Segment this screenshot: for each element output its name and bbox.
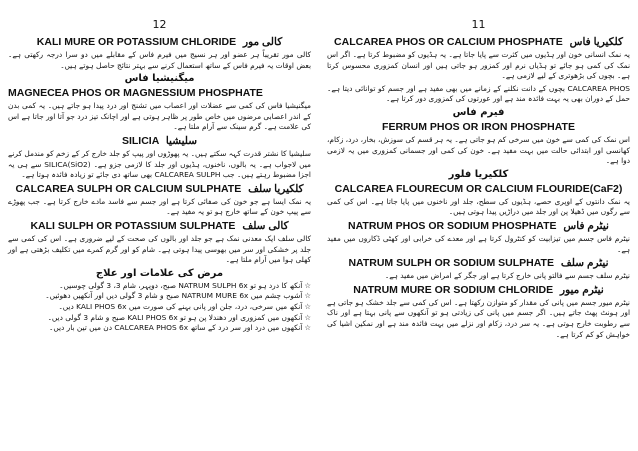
section-heading xyxy=(8,183,311,196)
heading-urdu: کلکیریا سلف xyxy=(248,182,304,195)
page-number: 12 xyxy=(152,18,167,31)
star-icon: ☆ xyxy=(304,280,311,290)
section-heading xyxy=(8,36,311,49)
section-paragraph: نیٹرم سلف جسم سے فالتو پانی خارج کرتا ہے اور جگر کے امراض میں مفید ہے۔ xyxy=(384,271,630,281)
heading-urdu: نیٹرم میور xyxy=(560,283,604,296)
heading-english: KALI SULPH OR POTASSIUM SULPHATE xyxy=(30,219,236,232)
right-page xyxy=(319,0,638,451)
section-subheading-urdu: فیرم فاس xyxy=(452,106,505,118)
section-paragraph: یہ نمک انسانی خون اور ہڈیوں میں کثرت سے پایا جاتا ہے۔ یہ ہڈیوں کو مضبوط کرتا ہے۔ اگر اس نمک کی کمی ہو جائے تو ہڈیاں نرم اور کمزور ہو جاتی ہیں اور انسان کمزوری محسوس کرتا ہے۔ بچوں کی بڑھوتری کے لیے لازمی ہے۔ xyxy=(327,50,630,81)
heading-english: NATRUM PHOS OR SODIUM PHOSPHATE xyxy=(348,219,557,232)
star-icon: ☆ xyxy=(304,291,311,301)
section-subheading-urdu: کلکیریا فلور xyxy=(448,168,509,180)
section-heading xyxy=(8,135,311,148)
list-item xyxy=(8,313,311,324)
section-heading: FERRUM PHOS OR IRON PHOSPHATE xyxy=(382,120,575,133)
list-item-text: آنکھوں میں درد اور سر درد کے ساتھ CALCAREA PHOS 6x دن میں تین بار دیں۔ xyxy=(49,323,303,333)
section-paragraph: یہ نمک دانتوں کے اوپری حصے، ہڈیوں کی سطح، جلد اور ناخنوں میں پایا جاتا ہے۔ اس کی کمی سے رگوں میں ڈھیلا پن اور جلد میں دراڑیں پیدا ہوتی ہیں۔ xyxy=(327,196,630,217)
heading-urdu: کلکیریا فاس xyxy=(569,36,623,48)
list-item xyxy=(8,281,311,292)
section-heading xyxy=(327,284,630,297)
section-heading xyxy=(8,220,311,233)
section-heading xyxy=(327,220,630,233)
star-icon: ☆ xyxy=(304,301,311,311)
heading-urdu: نیٹرم سلف xyxy=(560,257,609,270)
section-paragraph: نیٹرم فاس جسم میں تیزابیت کو کنٹرول کرتا ہے اور معدے کی خرابی اور کھٹی ڈکاروں میں مفید ہے۔ xyxy=(327,233,630,254)
section-paragraph: کالی مور تقریباً ہر عضو اور ہر نسیج میں فیرم فاس کے مقابلے میں دو سرا درجہ رکھتی ہے۔ بعض اوقات یہ فیرم فاس کے ساتھ استعمال کرنے سے بہتر نتائج حاصل ہوتے ہیں۔ xyxy=(8,50,311,70)
section-paragraph: کالی سلف ایک معدنی نمک ہے جو جلد اور بالوں کی صحت کے لیے ضروری ہے۔ اس کی کمی سے جلد پر خشکی اور سر میں بھوسی پیدا ہوتی ہے۔ شام کو اور گرم کمرے میں تکلیف بڑھتی ہے اور کھلی ہوا میں آرام ملتا ہے۔ xyxy=(8,233,311,265)
list-item xyxy=(8,323,311,334)
section-paragraph: سلیشیا کا نشتر قدرت کہہ سکتے ہیں۔ یہ پھوڑوں اور پیپ کو جلد خارج کر کے زخم کو مندمل کرنے میں لاجواب ہے۔ یہ بالوں، ناخنوں، ہڈیوں اور جلد کا لازمی جزو ہے۔ SILICA(SiO2) سے ہی یہ اجزا مضبوط رہتے ہیں۔ جب CALCAREA SULPH بھی ساتھ دی جائے تو زیادہ فائدہ ہوتا ہے۔ xyxy=(8,148,312,180)
heading-english: KALI MURE OR POTASSIUM CHLORIDE xyxy=(36,36,237,48)
heading-urdu: کالی سلف xyxy=(242,219,289,232)
heading-english: NATRUM MURE OR SODIUM CHLORIDE xyxy=(353,283,554,296)
section-heading xyxy=(327,257,630,270)
star-icon: ☆ xyxy=(304,312,311,322)
section-paragraph: اس نمک کی کمی سے خون میں سرخی کم ہو جاتی ہے۔ یہ ہر قسم کی سوزش، بخار، درد، زکام، کھانسی اور ابتدائی حالت میں بہت مفید ہے۔ خون کی کمی اور جسمانی کمزوری میں یہ لازمی دوا ہے۔ xyxy=(327,134,630,166)
list-item-text: آنکھوں میں کمزوری اور دھندلا پن ہو تو KALI PHOS 6x صبح و شام 3 گولی دیں۔ xyxy=(47,312,303,322)
section-subheading-urdu: میگنیشیا فاس xyxy=(124,73,195,85)
heading-urdu: سلیشیا xyxy=(165,134,198,147)
heading-english: CALCAREA PHOS OR CALCIUM PHOSPHATE xyxy=(334,36,563,48)
list-item-text: آنکھ کا درد ہو تو NATRUM SULPH 6x صبح، دوپہر، شام 3، 3 گولی چوسیں۔ xyxy=(59,280,303,290)
section-heading xyxy=(327,36,630,49)
section-paragraph: CALCAREA PHOS بچوں کے دانت نکلنے کے زمانے میں بھی مفید ہے اور جسم کو توانائی دیتا ہے۔ حمل کے دوران بھی یہ بہت فائدہ مند ہے اور عورتوں کی کمزوری دور کرتا ہے۔ xyxy=(327,83,630,104)
list-item-text: آشوب چشم میں NATRUM MURE 6x صبح و شام 3 گولی دیں اور آنکھیں دھوئیں۔ xyxy=(45,291,303,301)
list-item xyxy=(8,291,311,302)
page-content xyxy=(8,34,311,334)
heading-english: NATRUM SULPH OR SODIUM SULPHATE xyxy=(348,257,554,270)
page-content xyxy=(327,34,630,342)
section-heading: CALCAREA FLOURECUM OR CALCIUM FLOURIDE(CaF2) xyxy=(334,182,623,195)
section-heading: MAGNECEA PHOS OR MAGNESSIUM PHOSPHATE xyxy=(8,87,263,100)
heading-urdu: کالی مور xyxy=(243,36,283,48)
heading-urdu: نیٹرم فاس xyxy=(563,219,609,232)
heading-english: CALCAREA SULPH OR CALCIUM SULPHATE xyxy=(15,182,242,195)
section-paragraph: میگنیشیا فاس کی کمی سے عضلات اور اعصاب میں تشنج اور درد پیدا ہو جاتے ہیں۔ یہ کمی بدن کے اندر اعصابی مرضوں میں خاص طور پر ظاہر ہوتی ہے اور اچانک تیز درد جو آتا اور جاتا ہے اس کی علامت ہے۔ گرم سینک سے آرام ملتا ہے۔ xyxy=(8,101,311,132)
heading-english: SILICIA xyxy=(121,134,159,147)
symptoms-subheading: مرض کی علامات اور علاج xyxy=(95,267,224,279)
star-icon: ☆ xyxy=(304,323,311,333)
list-item-text: آنکھ میں سرخی، درد، جلن اور پانی بہنے کی صورت میں KALI PHOS 6x دیں۔ xyxy=(58,301,303,311)
page-number: 11 xyxy=(471,18,486,31)
list-item xyxy=(8,302,311,313)
section-paragraph: نیٹرم میور جسم میں پانی کی مقدار کو متوازن رکھتا ہے۔ اس کی کمی سے جلد خشک ہو جاتی ہے اور ہونٹ پھٹ جاتے ہیں۔ اگر جسم میں پانی کی زیادتی ہو تو آنکھوں سے پانی بہتا ہے اور ناک سے رطوبت خارج ہوتی ہے۔ یہ سر درد، زکام اور نزلے میں بہت فائدہ مند ہے اور نمکین اشیا کی خواہش کو کم کرتا ہے۔ xyxy=(327,297,630,339)
section-paragraph: یہ نمک ایسا ہے جو خون کی صفائی کرتا ہے اور جسم سے فاسد مادے خارج کرتا ہے۔ جب پھوڑے سے پیپ خون کے ساتھ خارج ہو تو یہ مفید ہے۔ xyxy=(8,196,311,217)
